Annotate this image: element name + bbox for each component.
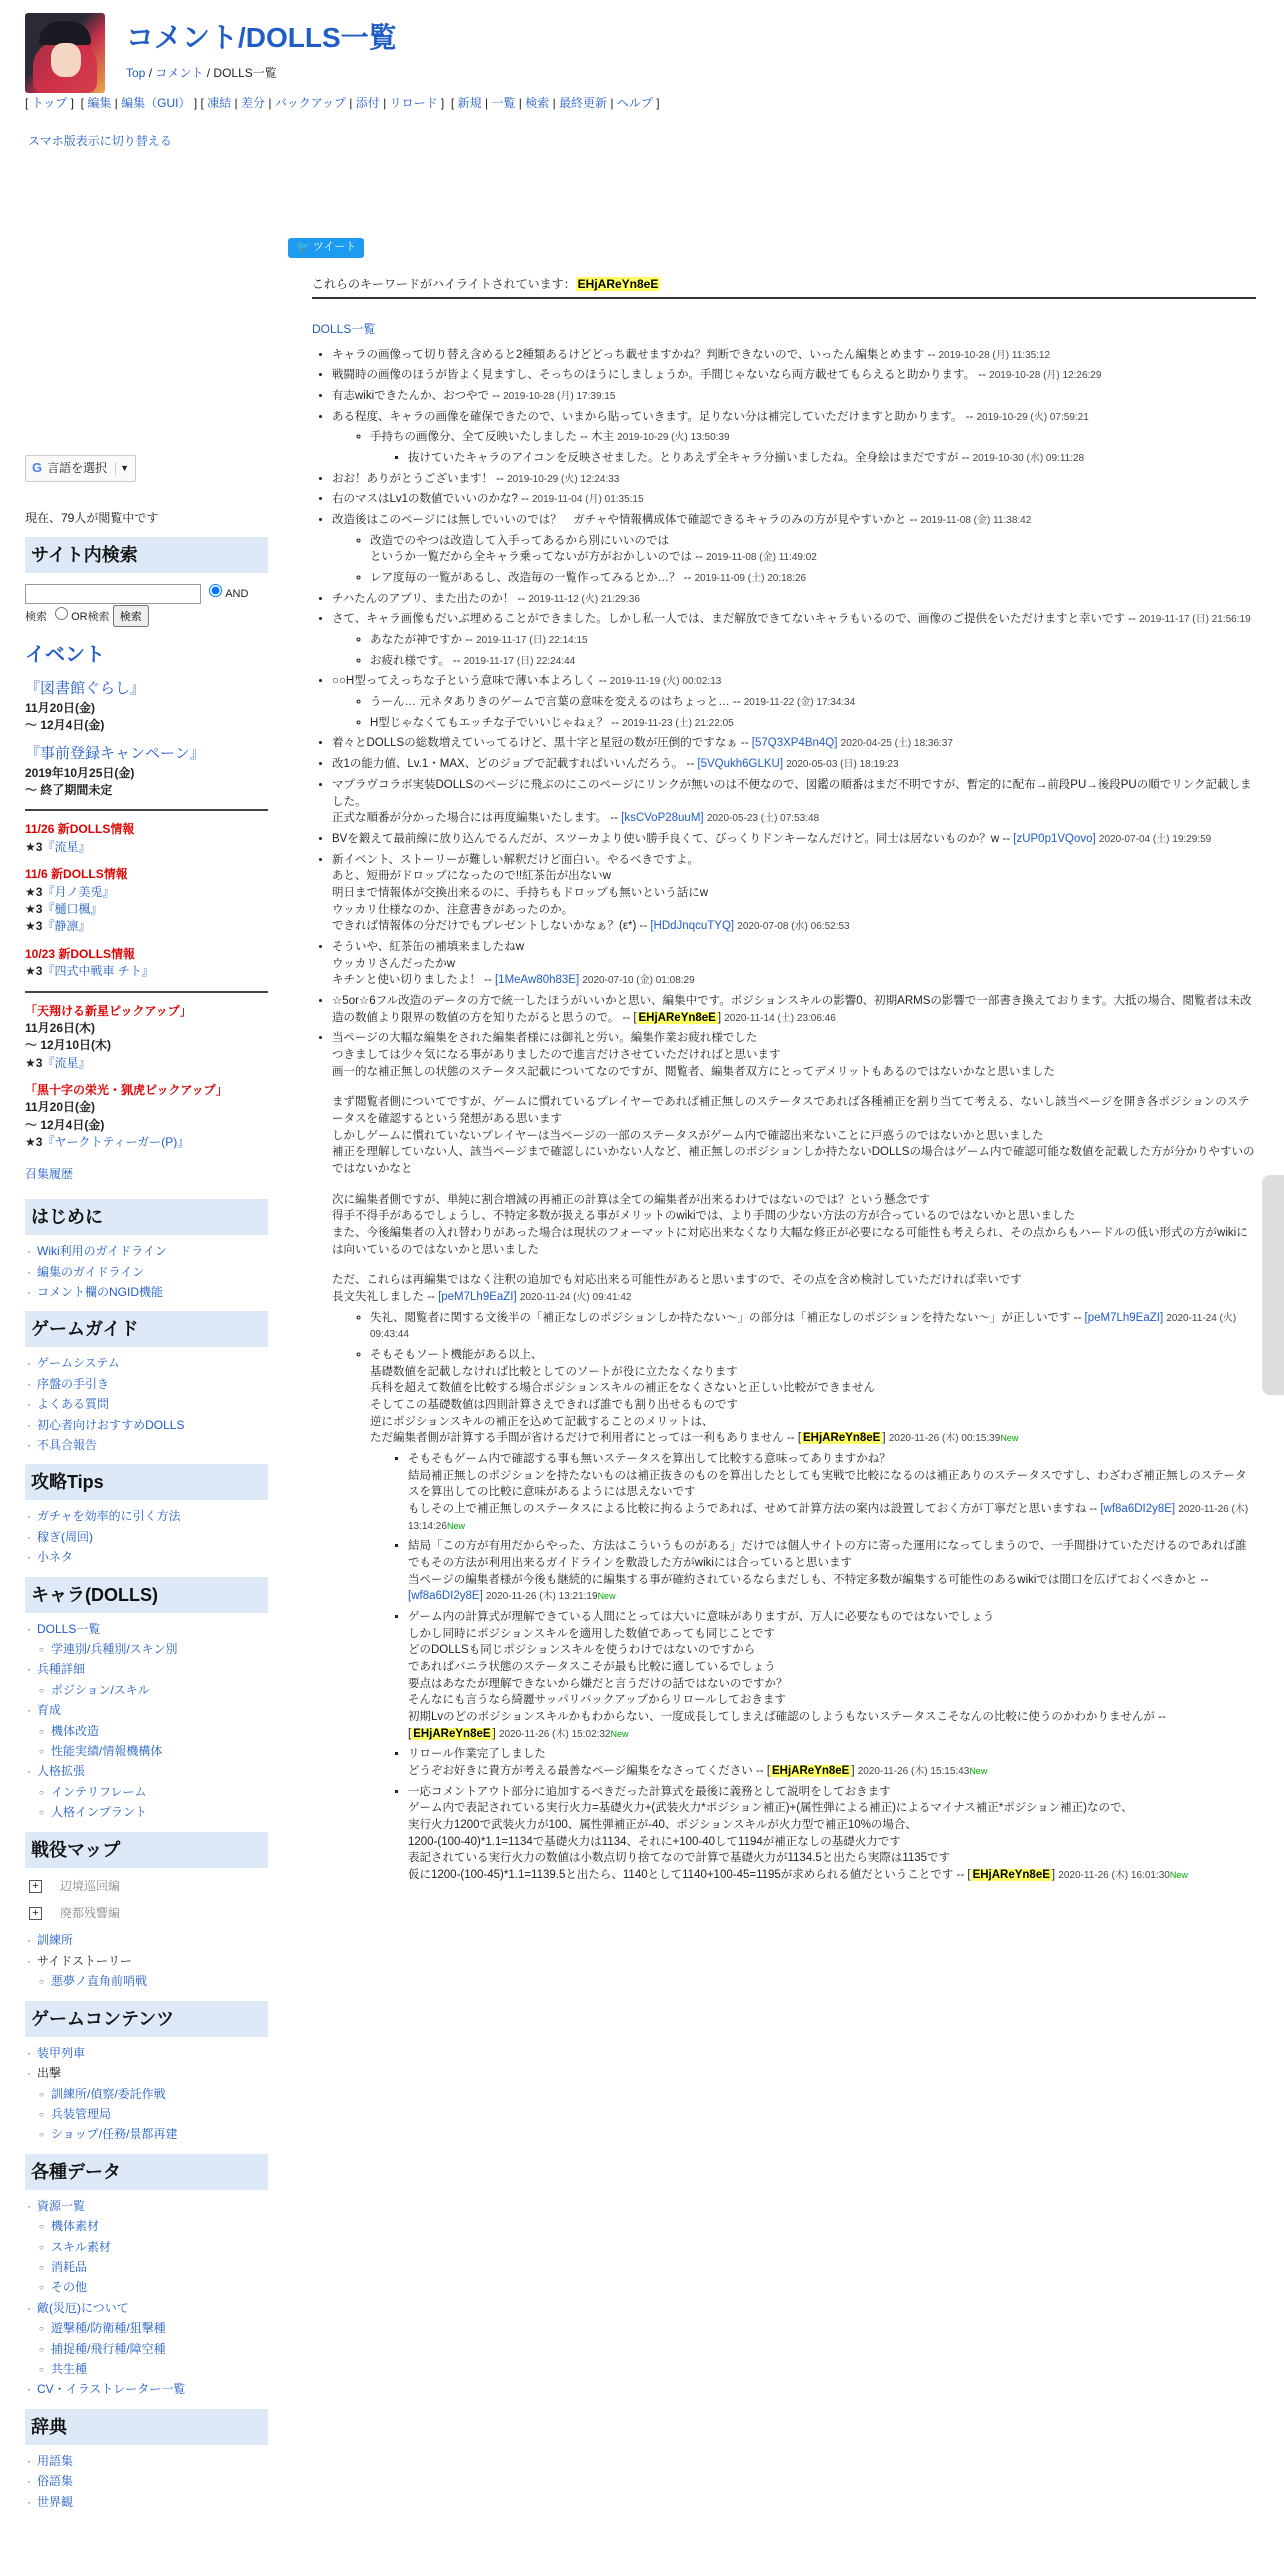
- comment: • チハたんのアプリ、また出たのか！ -- 2019-11-12 (火) 21:29:36: [332, 591, 1256, 608]
- and-label: AND: [225, 588, 249, 601]
- pickup-heading: 「黒十字の栄光・猟虎ピックアップ」: [25, 1083, 228, 1098]
- sidebar-item[interactable]: 編集のガイドライン: [37, 1264, 145, 1279]
- new-doll-item: ★3『四式中戦車 チト』: [25, 964, 154, 979]
- breadcrumb: Top / コメント / DOLLS一覧: [126, 66, 277, 80]
- sidebar-subitem[interactable]: 遊撃種/防衛種/狙撃種: [51, 2321, 166, 2336]
- twitter-icon: 🐦: [296, 241, 310, 253]
- comment: • 戦闘時の画像のほうが皆よく見ますし、そっちのほうにしましょうか。手間じゃないなら両方載せてもらえると助かります。 -- 2019-10-28 (月) 12:26:29: [332, 367, 1256, 384]
- new-doll-item: ★3『静凛』: [25, 919, 91, 934]
- sidebar-subitem[interactable]: 共生種: [51, 2361, 88, 2376]
- event-library-link[interactable]: 『図書館ぐらし』: [25, 680, 146, 698]
- reply: ◦ お疲れ様です。 -- 2019-11-17 (日) 22:24:44: [370, 653, 1256, 670]
- sidebar-item[interactable]: 俗語集: [37, 2474, 74, 2489]
- pickup-date-start: 11月26日(木): [25, 1020, 96, 1035]
- sidebar: [25, 455, 268, 2514]
- main-content: [288, 238, 1256, 1888]
- new-badge: New: [1000, 1433, 1019, 1444]
- comment: • さて、キャラ画像もだいぶ埋めることができました。しかし私一人では、まだ解放できてないキャラもいるので、画像のご提供をいただけますと幸いです -- 2019-11-17 (日) 21:56:19 ◦ あなたが神ですか -- 2019-11-17 (日) 22:14:15 ◦ お疲れ様です。 -- 2019-11-17 (日) 22:24:44: [332, 611, 1256, 669]
- smartphone-view-link[interactable]: スマホ版表示に切り替える: [28, 134, 172, 148]
- site-search-heading: サイト内検索: [25, 537, 268, 573]
- user-id-link[interactable]: [57Q3XP4Bn4Q]: [751, 737, 838, 750]
- sidebar-subitem[interactable]: ポジション/スキル: [51, 1682, 150, 1697]
- online-count: 現在、79人が閲覧中です: [25, 510, 159, 525]
- reply: ◦ 改造でのやつは改造して入手ってあるから別にいいのでは というか一覧だから全キャラ乗ってないが方がおかしいのでは -- 2019-11-08 (金) 11:49:02: [370, 533, 1256, 566]
- comment: • 当ページの大幅な編集をされた編集者様には御礼と労い。編集作業お疲れ様でした つきましては少々気になる事がありましたので進言だけさせていただければと思います 画一的な補正無しの状態のステータス記載についてなのですが、閲覧者、編集者双方にとってデメリットもあるのではないかなと思いました まず閲覧者側についてですが、ゲームに慣れているプレイヤーであれば補正無しのステータスであれば各種補正を割り当てて考える、ないし該当ページを開き各ポジションのステータスを確認するという発想がある思います しかしゲームに慣れていないプレイヤーは当ページの一部のステータスがゲーム内で確認出来ないことに戸惑うのではないかと思いました 補正を理解していない人、該当ページまで確認しにいかない人など、補正無しのポジションしか持たないDOLLSの場合はゲーム内で確認可能な数値を記載した方が分かりやすいのではないかなと 次に編集者側ですが、単純に割合増減の再補正の計算は全ての編集者が出来るわけではないのでは？という懸念です 得手不得手があるでしょうし、不特定多数が扱える事がメリットのwikiでは、より手間の少ない方法の方が合っているのではないかと思いました また、今後編集者の入れ替わりがあった場合は現状のフォーマットに対応出来なくなり大幅な修正が必要になる可能性も考えられ、その点からもハードルの低い形式の方がwikiには向いているのではないかと思いました ただ、これらは再編集ではなく注釈の追加でも対応出来る可能性があると思いますので、その点を含め検討していただければ幸いです 長文失礼しました -- [peM7Lh9EaZI] 2020-11-24 (火) 09:41:42 ◦ 失礼、閲覧者に関する文後半の「補正なしのポジションしか持たない〜」の部分は「補正なしのポジションを持たない〜」が正しいです -- [peM7Lh9EaZI] 2020-11-24 (火) 09:43:44 ◦ そもそもソート機能がある以上、 基礎数値を記載しなければ比較としてのソートが役に立たなくなります 兵科を超えて数値を比較する場合ポジションスキルの補正をなくさないと正しい比較ができません そしてこの基礎数値は四則計算さえできれば誰でも割り出せるものです 逆にポジションスキルの補正を込めて記載することのメリットは、 ただ編集者側が計算する手間が省けるだけで利用者にとっては一利もありません -- [ EHjAReYn8eE ] 2020-11-26 (木) 00:15:39New ▪ そもそもゲーム内で確認する事も無いステータスを算出して比較する意味ってありますかね？ 結局補正無しのポジションを持たないものは補正抜きのものを算出したとしても実戦で比較になるのは補正ありのステータスですし、わざわざ補正無しのステータスを算出しての比較に意味があるようには思えないです もしその上で補正無しのステータスによる比較に拘るようであれば、せめて計算方法の案内は設置しておく方が丁寧だと思いますね -- [wf8a6DI2y8E] 2020-11-26 (木) 13:14:26New ▪ 結局「この方が有用だからやった、方法はこういうものがある」だけでは個人サイトの方に寄った運用になってしまうので、一手間掛けていただけるのであれば誰でもその方法が利用出来るガイドラインを敷設した方がwikiには合っていると思います 当ページの編集者様が今後も継続的に編集する事が確約されているならまだしも、不特定多数が編集する可能性のあるwikiでは間口を広げておくべきかと -- [wf8a6DI2y8E] 2020-11-26 (木) 13:21:19New ▪ ゲーム内の計算式が理解できている人間にとっては大いに意味がありますが、万人に必要なものではないでしょう しかし同時にポジションスキルを適用した数値であっても同じことです どのDOLLSも同じポジションスキルを使うわけではないのですから であればバニラ状態のステータスこそが最も比較に適しているでしょう 要点はあなたが理解できないから嫌だと言うだけの話ではないのですか？ そんなにも言うなら綺麗サッパリバックアップからリロールしておきます 初期Lvのどのポジションスキルかもわからない、一度成長してしまえば確認のしようもないステータスこそなんの比較に使うのかわかりませんが -- [ EHjAReYn8eE ] 2020-11-26 (木) 15:02:32New ▪ リロール作業完了しました どうぞお好きに貴方が考える最善なページ編集をなさってください -- [ EHjAReYn8eE ] 2020-11-26 (木) 15:15:43New ▪ 一応コメントアウト部分に追加するべきだった計算式を最後に義務として説明をしておきます ゲーム内で表記されている実行火力=基礎火力+(武装火力*ポジション補正)+(属性弾による補正)によるマイナス補正*ポジション補正)なので、 実行火力1200で武装火力が100、属性弾補正が-40、ポジションスキルが火力型で補正10%の場合、 1200-(100-40)*1.1=1134で基礎火力は1134、それに+100-40して1194が補正なしの基礎火力です 表記されている実行火力の数値は小数点切り捨てなので計算で基礎火力が1134.5と出たら実際は1135です 仮に1200-(100-45)*1.1=1139.5と出たら、1140として1140+100-45=1195が求められる値だということです -- [ EHjAReYn8eE ] 2020-11-26 (木) 16:01:30New: [332, 1030, 1256, 1884]
- site-logo[interactable]: [25, 13, 105, 93]
- user-id-link[interactable]: [ksCVoP28uuM]: [621, 812, 704, 825]
- user-id-link[interactable]: [wf8a6DI2y8E]: [408, 1590, 483, 1603]
- sidebar-subitem[interactable]: 悪夢ノ直角前哨戦: [51, 1974, 148, 1989]
- event-date-start: 11月20日(金): [25, 701, 96, 716]
- sidebar-subitem[interactable]: 学連別/兵種別/スキン別: [51, 1642, 178, 1657]
- comment: • ☆5or☆6フル改造のデータの方で統一したほうがいいかと思い、編集中です。ポジションスキルの影響0、初期ARMSの影響で一部書き換えております。大抵の場合、閲覧者は未改造の数値より限界の数値の方を知りたがると思うので。 -- [ EHjAReYn8eE ] 2020-11-14 (土) 23:06:46: [332, 993, 1256, 1026]
- reply: ▪ 一応コメントアウト部分に追加するべきだった計算式を最後に義務として説明をしておきます ゲーム内で表記されている実行火力=基礎火力+(武装火力*ポジション補正)+(属性弾による補正)によるマイナス補正*ポジション補正)なので、 実行火力1200で武装火力が100、属性弾補正が-40、ポジションスキルが火力型で補正10%の場合、 1200-(100-40)*1.1=1134で基礎火力は1134、それに+100-40して1194が補正なしの基礎火力です 表記されている実行火力の数値は小数点切り捨てなので計算で基礎火力が1134.5と出たら実際は1135です 仮に1200-(100-45)*1.1=1139.5と出たら、1140として1140+100-45=1195が求められる値だということです -- [ EHjAReYn8eE ] 2020-11-26 (木) 16:01:30New: [408, 1784, 1256, 1884]
- comment: • ある程度、キャラの画像を確保できたので、いまから貼っていきます。足りない分は補完していただけますと助かります。 -- 2019-10-29 (火) 07:59:21 ◦ 手持ちの画像分、全て反映いたしました -- 木主 2019-10-29 (火) 13:50:39 ▪ 抜けていたキャラのアイコンを反映させました。とりあえず全キャラ分揃いましたね。全身絵はまだですが -- 2019-10-30 (水) 09:11:28: [332, 409, 1256, 467]
- reply: ▪ そもそもゲーム内で確認する事も無いステータスを算出して比較する意味ってありますかね？ 結局補正無しのポジションを持たないものは補正抜きのものを算出したとしても実戦で比較になるのは補正ありのステータスですし、わざわざ補正無しのステータスを算出しての比較に意味があるようには思えないです もしその上で補正無しのステータスによる比較に拘るようであれば、せめて計算方法の案内は設置しておく方が丁寧だと思いますね -- [wf8a6DI2y8E] 2020-11-26 (木) 13:14:26New: [408, 1451, 1256, 1534]
- comment: • 有志wikiできたんか、おつやで -- 2019-10-28 (月) 17:39:15: [332, 388, 1256, 405]
- event-date-start: 2019年10月25日(金): [25, 765, 135, 780]
- event-date-end: ～ 終了期間未定: [25, 783, 113, 797]
- sidebar-item[interactable]: 序盤の手引き: [37, 1376, 110, 1391]
- sidebar-item[interactable]: CV・イラストレーター一覧: [37, 2382, 186, 2397]
- pickup-date-end: ～ 12月10日(木): [25, 1038, 112, 1053]
- sidebar-subitem[interactable]: 消耗品: [51, 2259, 88, 2274]
- divider: [25, 809, 268, 811]
- sidebar-subitem[interactable]: スキル素材: [51, 2239, 111, 2254]
- new-doll-item: ★3『月ノ美兎』: [25, 884, 115, 899]
- pickup-item: ★3『流星』: [25, 1055, 91, 1070]
- sidebar-item[interactable]: よくある質問: [37, 1397, 110, 1412]
- reply: ◦ H型じゃなくてもエッチな子でいいじゃねぇ？ -- 2019-11-23 (土) 21:22:05: [370, 715, 1256, 732]
- sidebar-item[interactable]: 世界観: [37, 2494, 74, 2509]
- reply: ▪ 結局「この方が有用だからやった、方法はこういうものがある」だけでは個人サイトの方に寄った運用になってしまうので、一手間掛けていただけるのであれば誰でもその方法が利用出来るガイドラインを敷設した方がwikiには合っていると思います 当ページの編集者様が今後も継続的に編集する事が確約されているならまだしも、不特定多数が編集する可能性のあるwikiでは間口を広げておくべきかと -- [wf8a6DI2y8E] 2020-11-26 (木) 13:21:19New: [408, 1538, 1256, 1605]
- comment: • 右のマスはLv1の数値でいいのかな? -- 2019-11-04 (月) 01:35:15: [332, 491, 1256, 508]
- event-date-end: ～ 12月4日(金): [25, 718, 105, 733]
- nav-attach[interactable]: 添付: [355, 96, 380, 110]
- new-badge: New: [969, 1766, 988, 1777]
- translate-label: 言語を選択: [47, 460, 108, 475]
- sidebar-subitem[interactable]: 訓練所/偵察/委託作戦: [51, 2086, 166, 2101]
- search-button[interactable]: 検索: [113, 605, 149, 627]
- comment: • マプラヴコラボ実装DOLLSのページに飛ぶのにこのページにリンクが無いのは不便なので、図鑑の順番はまだ不明ですが、暫定的に配布→前段PU→後段PUの順でリンク記載しました。 正式な順番が分かった場合には再度編集いたします。 -- [ksCVoP28uuM] 2020-05-23 (土) 07:53:48: [332, 777, 1256, 827]
- comment: • そういや、紅茶缶の補填来ましたねw ウッカリさんだったかw キチンと使い切りましたよ！ -- [1MeAw80h83E] 2020-07-10 (金) 01:08:29: [332, 939, 1256, 989]
- sidebar-item[interactable]: 小ネタ: [37, 1550, 74, 1565]
- summon-history-link[interactable]: 召集履歴: [25, 1166, 74, 1181]
- comment: • 新イベント、ストーリーが難しい解釈だけど面白い。やるべきですよ。 あと、短冊がドロップになったので!!紅茶缶が出ないw 明日まで情報体が交換出来るのに、手持ちもドロップも無いという話にw ウッカリ仕様なのか、注意書きがあったのか。 できれば情報体の分だけでもプレゼントしないかなぁ？(ε*) -- [HDdJnqcuTYQ] 2020-07-08 (水) 06:52:53: [332, 852, 1256, 935]
- nav-reload[interactable]: リロード: [389, 96, 438, 110]
- sidebar-subitem[interactable]: 機体改造: [51, 1723, 100, 1738]
- header: [25, 13, 1265, 110]
- sidebar-item: 出撃: [37, 2066, 62, 2081]
- sidebar-item[interactable]: ガチャを効率的に引く方法: [37, 1509, 181, 1524]
- navbar: [ トップ ] [ 編集 | 編集（GUI） ] [ 凍結 | 差分 | バックアップ | 添付 | リロード ] [ 新規 | 一覧 | 検索 | 最終更新 | ヘルプ ]: [25, 96, 660, 110]
- new-doll-item: ★3『流星』: [25, 839, 91, 854]
- tips-list: [25, 1508, 268, 1566]
- dict-list: [25, 2453, 268, 2511]
- highlight-notice: これらのキーワードがハイライトされています： EHjAReYn8eE: [312, 276, 1256, 299]
- sidebar-item[interactable]: ゲームシステム: [37, 1356, 120, 1371]
- user-id-link[interactable]: [HDdJnqcuTYQ]: [650, 920, 735, 933]
- dolls-list-link[interactable]: DOLLS一覧: [312, 322, 376, 337]
- sidebar-subitem[interactable]: 捕捉種/飛行種/障空種: [51, 2341, 166, 2356]
- sidebar-item[interactable]: 訓練所: [37, 1933, 74, 1948]
- comment: • BVを鍛えて最前線に放り込んでるんだが、スツーカより使い勝手良くて、びっくりドンキーなんだけど。同士は居ないものか？w -- [zUP0p1VQovo] 2020-07-04 (土) 19:29:59: [332, 831, 1256, 848]
- user-id-link[interactable]: [5VQukh6GLKU]: [697, 758, 784, 771]
- nav-new[interactable]: 新規: [457, 96, 482, 110]
- gameguide-list: [25, 1355, 268, 1454]
- content-list: [25, 2045, 268, 2144]
- breadcrumb-top[interactable]: Top: [126, 66, 146, 80]
- comment: • 着々とDOLLSの総数増えていってるけど、黒十字と星冠の数が圧倒的ですなぁ -- [57Q3XP4Bn4Q] 2020-04-25 (土) 18:36:37: [332, 735, 1256, 752]
- nav-freeze[interactable]: 凍結: [207, 96, 232, 110]
- sidebar-item[interactable]: DOLLS一覧: [37, 1621, 101, 1636]
- search-input[interactable]: [25, 584, 201, 604]
- new-dolls-heading: 10/23 新DOLLS情報: [25, 946, 136, 961]
- pickup-date-end: ～ 12月4日(金): [25, 1117, 105, 1132]
- dict-heading: 辞典: [25, 2409, 268, 2445]
- sidebar-item[interactable]: 稼ぎ(周回): [37, 1529, 93, 1544]
- sidebar-item[interactable]: 人格拡張: [37, 1764, 86, 1779]
- new-doll-item: ★3『樋口楓』: [25, 901, 103, 916]
- hajimeni-list: [25, 1243, 268, 1301]
- nav-search[interactable]: 検索: [525, 96, 550, 110]
- google-icon: G: [32, 460, 43, 475]
- new-badge: New: [446, 1520, 465, 1531]
- user-id-link[interactable]: [peM7Lh9EaZI]: [438, 1290, 517, 1303]
- gameguide-heading: ゲームガイド: [25, 1311, 268, 1347]
- divider: [25, 991, 268, 993]
- pickup-heading: 「天翔ける新星ピックアップ」: [25, 1003, 192, 1018]
- user-id-link[interactable]: [1MeAw80h83E]: [494, 974, 580, 987]
- sidebar-item[interactable]: 育成: [37, 1703, 62, 1718]
- new-dolls-heading: 11/26 新DOLLS情報: [25, 822, 135, 837]
- user-id-link[interactable]: [peM7Lh9EaZI]: [1084, 1311, 1164, 1324]
- content-heading: ゲームコンテンツ: [25, 2001, 268, 2037]
- sidebar-subitem[interactable]: 性能実績/情報機構体: [51, 1744, 163, 1759]
- sidebar-subitem[interactable]: 人格インプラント: [51, 1805, 148, 1820]
- new-dolls-heading: 11/6 新DOLLS情報: [25, 867, 128, 882]
- nav-backup[interactable]: バックアップ: [274, 96, 346, 110]
- reply: ◦ 失礼、閲覧者に関する文後半の「補正なしのポジションしか持たない〜」の部分は「補正なしのポジションを持たない〜」が正しいです -- [peM7Lh9EaZI] 2020-11-24 (火) 09:43:44: [370, 1310, 1256, 1343]
- sidebar-item[interactable]: コメント欄のNGID機能: [37, 1284, 164, 1299]
- comment-list: [288, 347, 1256, 1884]
- reply: ▪ 抜けていたキャラのアイコンを反映させました。とりあえず全キャラ分揃いましたね。全身絵はまだですが -- 2019-10-30 (水) 09:11:28: [408, 450, 1256, 467]
- reply: ◦ うーん… 元ネタありきのゲームで言葉の意味を変えるのはちょっと… -- 2019-11-22 (金) 17:34:34: [370, 694, 1256, 711]
- data-list: [25, 2198, 268, 2399]
- reply: ◦ 手持ちの画像分、全て反映いたしました -- 木主 2019-10-29 (火) 13:50:39 ▪ 抜けていたキャラのアイコンを反映させました。とりあえず全キャラ分揃いましたね。全身絵はまだですが -- 2019-10-30 (水) 09:11:28: [370, 429, 1256, 466]
- new-badge: New: [610, 1728, 629, 1739]
- search-label: 検索: [25, 611, 47, 624]
- sidebar-item[interactable]: 用語集: [37, 2453, 74, 2468]
- nav-edit-gui[interactable]: 編集（GUI）: [121, 96, 191, 110]
- keyword-highlight: EHjAReYn8eE: [577, 276, 659, 291]
- sidebar-item[interactable]: 資源一覧: [37, 2198, 86, 2213]
- sidebar-subitem[interactable]: 兵装管理局: [51, 2106, 112, 2121]
- side-scroll-tab[interactable]: [1262, 1175, 1284, 1395]
- search-box: [25, 581, 268, 627]
- comment: • ○○H型ってえっちな子という意味で薄い本よろしく -- 2019-11-19 (火) 00:02:13 ◦ うーん… 元ネタありきのゲームで言葉の意味を変えるのはちょっと… -- 2019-11-22 (金) 17:34:34 ◦ H型じゃなくてもエッチな子でいいじゃねぇ？ -- 2019-11-23 (土) 21:22:05: [332, 673, 1256, 731]
- pickup-item: ★3『ヤークトティーガー(P)』: [25, 1135, 190, 1150]
- pickup-date-start: 11月20日(金): [25, 1100, 96, 1115]
- sidebar-item[interactable]: 不具合報告: [37, 1437, 98, 1452]
- or-label: OR検索: [71, 611, 110, 624]
- reply: ▪ リロール作業完了しました どうぞお好きに貴方が考える最善なページ編集をなさってください -- [ EHjAReYn8eE ] 2020-11-26 (木) 15:15:43New: [408, 1746, 1256, 1779]
- nav-list[interactable]: 一覧: [491, 96, 516, 110]
- plus-icon: +: [29, 1880, 42, 1893]
- nav-recent[interactable]: 最終更新: [559, 96, 608, 110]
- nav-edit[interactable]: 編集: [87, 96, 112, 110]
- nav-help[interactable]: ヘルプ: [616, 96, 653, 110]
- comment: • キャラの画像って切り替え含めると2種類あるけどどっち載せますかね？判断できないので、いったん編集とめます -- 2019-10-28 (月) 11:35:12: [332, 347, 1256, 364]
- dolls-list: [25, 1621, 268, 1822]
- page-title: コメント/DOLLS一覧: [126, 22, 397, 53]
- tweet-button[interactable]: 🐦 ツイート: [288, 238, 364, 258]
- new-badge: New: [597, 1591, 616, 1602]
- sidebar-item: サイドストーリー: [37, 1953, 133, 1968]
- breadcrumb-current: DOLLS一覧: [213, 66, 277, 80]
- new-badge: New: [1169, 1870, 1188, 1881]
- keyword-highlight: EHjAReYn8eE: [638, 1011, 716, 1024]
- plus-icon: +: [29, 1907, 42, 1920]
- battlemap-list: [25, 1932, 268, 1990]
- sidebar-subitem[interactable]: ショップ/任務/景都再建: [51, 2127, 178, 2142]
- sidebar-item[interactable]: 敵(災厄)について: [37, 2300, 129, 2315]
- event-preregister-link[interactable]: 『事前登録キャンペーン』: [25, 744, 205, 762]
- sidebar-item[interactable]: Wiki利用のガイドライン: [37, 1244, 167, 1259]
- comment: • 改造後はこのページには無しでいいのでは？ ガチャや情報構成体で確認できるキャラのみの方が見やすいかと -- 2019-11-08 (金) 11:38:42 ◦ 改造でのやつは改造して入手ってあるから別にいいのでは というか一覧だから全キャラ乗ってないが方がおかしいのでは -- 2019-11-08 (金) 11:49:02 ◦ レア度毎の一覧があるし、改造毎の一覧作ってみるとか…？ -- 2019-11-09 (土) 20:18:26: [332, 512, 1256, 587]
- hajimeni-heading: はじめに: [25, 1199, 268, 1235]
- or-radio[interactable]: [55, 607, 68, 620]
- battlemap-heading: 戦役マップ: [25, 1832, 268, 1868]
- dolls-heading: キャラ(DOLLS): [25, 1577, 268, 1613]
- sidebar-item[interactable]: 初心者向けおすすめDOLLS: [37, 1417, 185, 1432]
- reply: ◦ レア度毎の一覧があるし、改造毎の一覧作ってみるとか…？ -- 2019-11-09 (土) 20:18:26: [370, 570, 1256, 587]
- user-id-link[interactable]: [zUP0p1VQovo]: [1013, 832, 1096, 845]
- comment: • おお！ありがとうございます！ -- 2019-10-29 (火) 12:24:33: [332, 471, 1256, 488]
- reply: ◦ あなたが神ですか -- 2019-11-17 (日) 22:14:15: [370, 632, 1256, 649]
- nav-diff[interactable]: 差分: [240, 96, 265, 110]
- sidebar-subitem[interactable]: その他: [51, 2280, 88, 2295]
- sidebar-item[interactable]: 装甲列車: [37, 2045, 86, 2060]
- nav-top[interactable]: トップ: [31, 96, 68, 110]
- breadcrumb-comment[interactable]: コメント: [155, 66, 204, 80]
- comment: • 改1の能力値、Lv.1・MAX、どのジョブで記載すればいいんだろう。 -- [5VQukh6GLKU] 2020-05-03 (日) 18:19:23: [332, 756, 1256, 773]
- tree-toggle-frontier[interactable]: + 辺境巡回編: [29, 1878, 268, 1895]
- reply: ◦ そもそもソート機能がある以上、 基礎数値を記載しなければ比較としてのソートが役に立たなくなります 兵科を超えて数値を比較する場合ポジションスキルの補正をなくさないと正しい比較ができません そしてこの基礎数値は四則計算さえできれば誰でも割り出せるものです 逆にポジションスキルの補正を込めて記載することのメリットは、 ただ編集者側が計算する手間が省けるだけで利用者にとっては一利もありません -- [ EHjAReYn8eE ] 2020-11-26 (木) 00:15:39New ▪ そもそもゲーム内で確認する事も無いステータスを算出して比較する意味ってありますかね？ 結局補正無しのポジションを持たないものは補正抜きのものを算出したとしても実戦で比較になるのは補正ありのステータスですし、わざわざ補正無しのステータスを算出しての比較に意味があるようには思えないです もしその上で補正無しのステータスによる比較に拘るようであれば、せめて計算方法の案内は設置しておく方が丁寧だと思いますね -- [wf8a6DI2y8E] 2020-11-26 (木) 13:14:26New ▪ 結局「この方が有用だからやった、方法はこういうものがある」だけでは個人サイトの方に寄った運用になってしまうので、一手間掛けていただけるのであれば誰でもその方法が利用出来るガイドラインを敷設した方がwikiには合っていると思います 当ページの編集者様が今後も継続的に編集する事が確約されているならまだしも、不特定多数が編集する可能性のあるwikiでは間口を広げておくべきかと -- [wf8a6DI2y8E] 2020-11-26 (木) 13:21:19New ▪ ゲーム内の計算式が理解できている人間にとっては大いに意味がありますが、万人に必要なものではないでしょう しかし同時にポジションスキルを適用した数値であっても同じことです どのDOLLSも同じポジションスキルを使うわけではないのですから であればバニラ状態のステータスこそが最も比較に適しているでしょう 要点はあなたが理解できないから嫌だと言うだけの話ではないのですか？ そんなにも言うなら綺麗サッパリバックアップからリロールしておきます 初期Lvのどのポジションスキルかもわからない、一度成長してしまえば確認のしようもないステータスこそなんの比較に使うのかわかりませんが -- [ EHjAReYn8eE ] 2020-11-26 (木) 15:02:32New ▪ リロール作業完了しました どうぞお好きに貴方が考える最善なページ編集をなさってください -- [ EHjAReYn8eE ] 2020-11-26 (木) 15:15:43New ▪ 一応コメントアウト部分に追加するべきだった計算式を最後に義務として説明をしておきます ゲーム内で表記されている実行火力=基礎火力+(武装火力*ポジション補正)+(属性弾による補正)によるマイナス補正*ポジション補正)なので、 実行火力1200で武装火力が100、属性弾補正が-40、ポジションスキルが火力型で補正10%の場合、 1200-(100-40)*1.1=1134で基礎火力は1134、それに+100-40して1194が補正なしの基礎火力です 表記されている実行火力の数値は小数点切り捨てなので計算で基礎火力が1134.5と出たら実際は1135です 仮に1200-(100-45)*1.1=1139.5と出たら、1140として1140+100-45=1195が求められる値だということです -- [ EHjAReYn8eE ] 2020-11-26 (木) 16:01:30New: [370, 1347, 1256, 1884]
- tips-heading: 攻略Tips: [25, 1464, 268, 1500]
- dropdown-arrow-icon: ▼: [115, 462, 129, 475]
- sidebar-item[interactable]: 兵種詳細: [37, 1662, 86, 1677]
- tree-toggle-ruins[interactable]: + 廃都残響編: [29, 1905, 268, 1922]
- translate-select[interactable]: [25, 455, 136, 482]
- data-heading: 各種データ: [25, 2154, 268, 2190]
- and-radio[interactable]: [209, 584, 222, 597]
- sidebar-subitem[interactable]: 機体素材: [51, 2219, 100, 2234]
- sidebar-subitem[interactable]: インテリフレーム: [51, 1784, 147, 1799]
- user-id-link[interactable]: [wf8a6DI2y8E]: [1100, 1503, 1176, 1516]
- events-heading[interactable]: イベント: [25, 644, 105, 667]
- reply: ▪ ゲーム内の計算式が理解できている人間にとっては大いに意味がありますが、万人に必要なものではないでしょう しかし同時にポジションスキルを適用した数値であっても同じことです どのDOLLSも同じポジションスキルを使うわけではないのですから であればバニラ状態のステータスこそが最も比較に適しているでしょう 要点はあなたが理解できないから嫌だと言うだけの話ではないのですか？ そんなにも言うなら綺麗サッパリバックアップからリロールしておきます 初期Lvのどのポジションスキルかもわからない、一度成長してしまえば確認のしようもないステータスこそなんの比較に使うのかわかりませんが -- [ EHjAReYn8eE ] 2020-11-26 (木) 15:02:32New: [408, 1609, 1256, 1742]
